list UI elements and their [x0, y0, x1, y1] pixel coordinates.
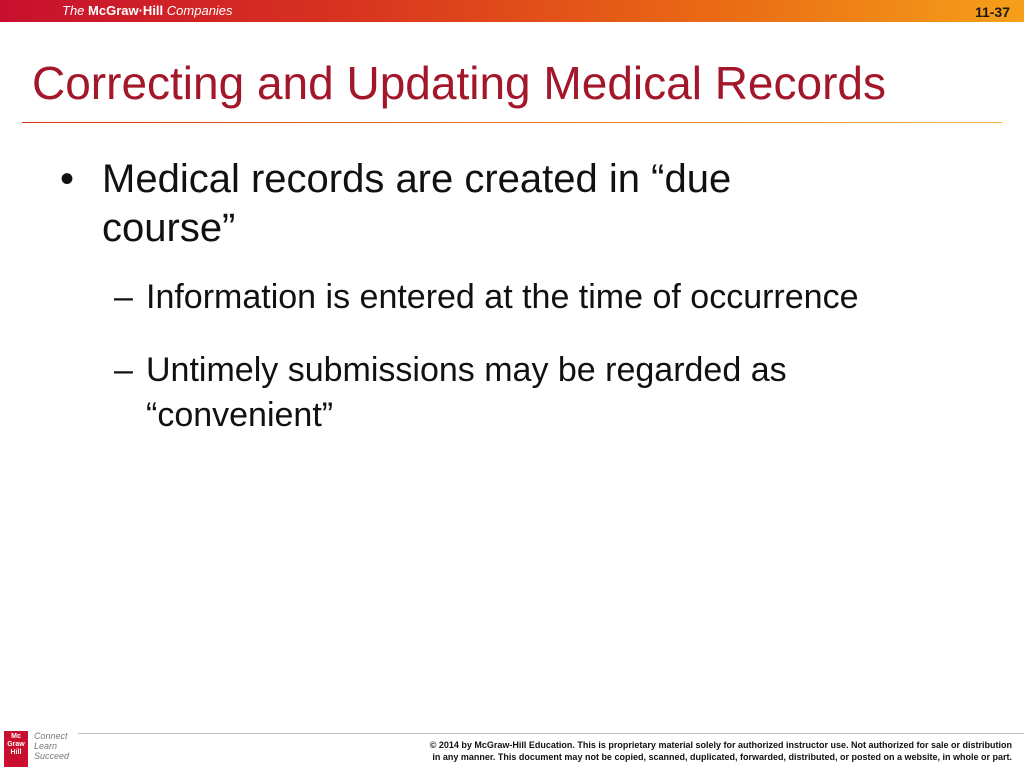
bullet-text: Medical records are created in “due course” — [102, 157, 732, 250]
slide-number: 11-37 — [974, 4, 1010, 20]
copyright-notice — [430, 739, 1012, 763]
brand-name: McGraw·Hill — [88, 3, 164, 18]
sub-bullet-text: Information is entered at the time of occurrence — [146, 278, 859, 316]
copyright-line-1: © 2014 by McGraw-Hill Education. This is proprietary material solely for authorized instructor use. Not authorized for sale or distribution — [429, 740, 1012, 750]
brand-suffix: Companies — [166, 3, 233, 18]
sub-bullet-dash: – — [114, 278, 133, 316]
logo-text-3: Hill — [10, 749, 22, 756]
sub-bullet-dash: – — [114, 351, 133, 389]
sub-bullet-text: Untimely submissions may be regarded as “convenient” — [146, 351, 787, 434]
logo-text-2: Graw — [7, 741, 25, 748]
footer-divider — [78, 733, 1024, 734]
copyright-line-2: in any manner. This document may not be copied, scanned, duplicated, forwarded, distributed, or posted on a website, in whole or part. — [432, 752, 1012, 762]
brand-logo — [62, 3, 233, 18]
header-bar — [0, 0, 1024, 22]
bullet-list — [60, 155, 960, 438]
logo-tagline — [34, 731, 69, 761]
logo-text-1: Mc — [11, 733, 21, 740]
tagline-connect: Connect — [34, 731, 68, 741]
bullet-item — [60, 155, 960, 253]
sub-bullet-item — [114, 348, 960, 438]
brand-prefix: The — [62, 3, 85, 18]
slide-title: Correcting and Updating Medical Records — [32, 57, 886, 109]
mcgraw-hill-logo — [4, 731, 28, 767]
tagline-learn: Learn — [34, 741, 58, 751]
sub-bullet-item — [114, 275, 960, 320]
tagline-succeed: Succeed — [34, 751, 70, 761]
bullet-dot: • — [60, 157, 75, 201]
title-divider — [22, 122, 1002, 123]
